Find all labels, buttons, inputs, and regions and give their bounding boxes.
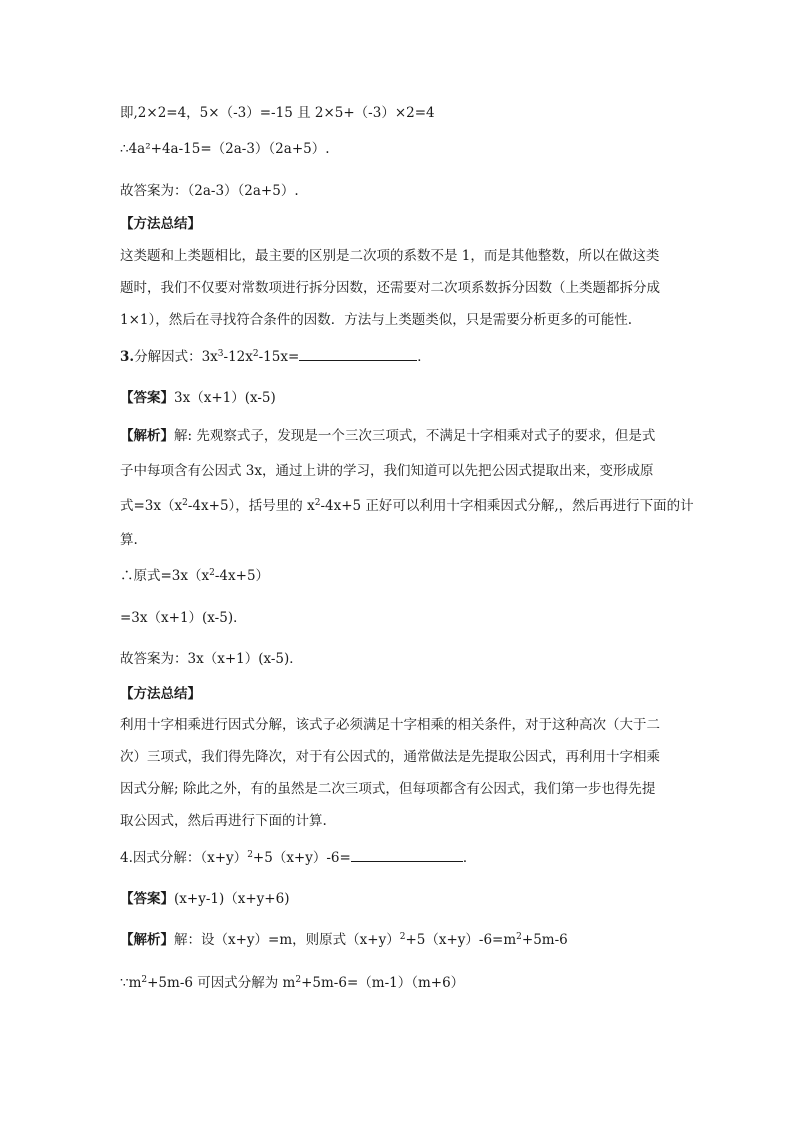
answer-tag: 【答案】 xyxy=(120,891,174,907)
step-line: $\because m^2+5m-6$ 可因式分解为 $m^2+5m-6=(m-1)(m+6)$ xyxy=(120,975,465,991)
step-line: =3x（x+1）(x-5)． xyxy=(120,610,247,626)
paragraph-line: 利用十字相乘进行因式分解，该式子必须满足十字相乘的相关条件，对于这种高次（大于二 xyxy=(120,717,660,733)
question-4: 4.因式分解：$(x+y)^2+5(x+y)-6=$ ． xyxy=(120,850,477,866)
paragraph-line: 次）三项式，我们得先降次，对于有公因式的，通常做法是先提取公因式，再利用十字相乘 xyxy=(120,749,660,765)
answer-tag: 【答案】 xyxy=(120,390,174,406)
paragraph-line: 算. xyxy=(120,532,138,548)
answer-line: 故答案为：（2a-3）（2a+5）. xyxy=(120,183,299,199)
paragraph-line: 因式分解; 除此之外，有的虽然是二次三项式，但每项都含有公因式，我们第一步也得先提 xyxy=(120,781,656,797)
analysis-4: 【解析】解：设（x+y）=m，则原式$(x+y)^2+5(x+y)-6=m^2+5m-6$ xyxy=(120,932,568,948)
analysis-tag: 【解析】 xyxy=(120,932,174,948)
calc-line: 即,2×2=4，5×（-3）=-15 且 2×5+（-3）×2=4 xyxy=(120,105,435,121)
conclusion-line: ∴4a²+4a-15=（2a-3）（2a+5）. xyxy=(120,141,330,157)
paragraph-line: 式$=3x(x^2-4x+5)$，括号里的 $x^2-4x+5$ 正好可以利用十字相乘因式分解,，然后再进行下面的计 xyxy=(120,498,694,514)
step-line: 故答案为：3x（x+1）(x-5)． xyxy=(120,651,303,667)
answer-4: 【答案】(x+y-1)（x+y+6) xyxy=(120,891,290,907)
method-summary-heading: 【方法总结】 xyxy=(120,686,201,702)
answer-3: 【答案】3x（x+1）(x-5) xyxy=(120,390,276,406)
paragraph-line: 这类题和上类题相比，最主要的区别是二次项的系数不是 1，而是其他整数，所以在做这类 xyxy=(120,248,660,264)
answer-blank xyxy=(299,348,417,361)
method-summary-heading: 【方法总结】 xyxy=(120,216,201,232)
step-line: ∴原式$=3x(x^2-4x+5)$ xyxy=(120,568,270,584)
paragraph-line: 取公因式，然后再进行下面的计算. xyxy=(120,813,327,829)
paragraph-line: 题时，我们不仅要对常数项进行拆分因数，还需要对二次项系数拆分因数（上类题都拆分成 xyxy=(120,280,660,296)
paragraph-line: 子中每项含有公因式 3x，通过上讲的学习，我们知道可以先把公因式提取出来，变形成原 xyxy=(120,463,654,479)
paragraph-line: 1×1），然后在寻找符合条件的因数．方法与上类题类似，只是需要分析更多的可能性. xyxy=(120,312,633,328)
analysis-tag: 【解析】 xyxy=(120,428,174,444)
answer-blank xyxy=(351,849,463,862)
analysis-3: 【解析】解: 先观察式子，发现是一个三次三项式，不满足十字相乘对式子的要求，但是式 xyxy=(120,428,656,444)
question-number: 3. xyxy=(120,349,135,365)
question-3: 3.分解因式：$3x^3-12x^2-15x=$ ． xyxy=(120,349,431,365)
